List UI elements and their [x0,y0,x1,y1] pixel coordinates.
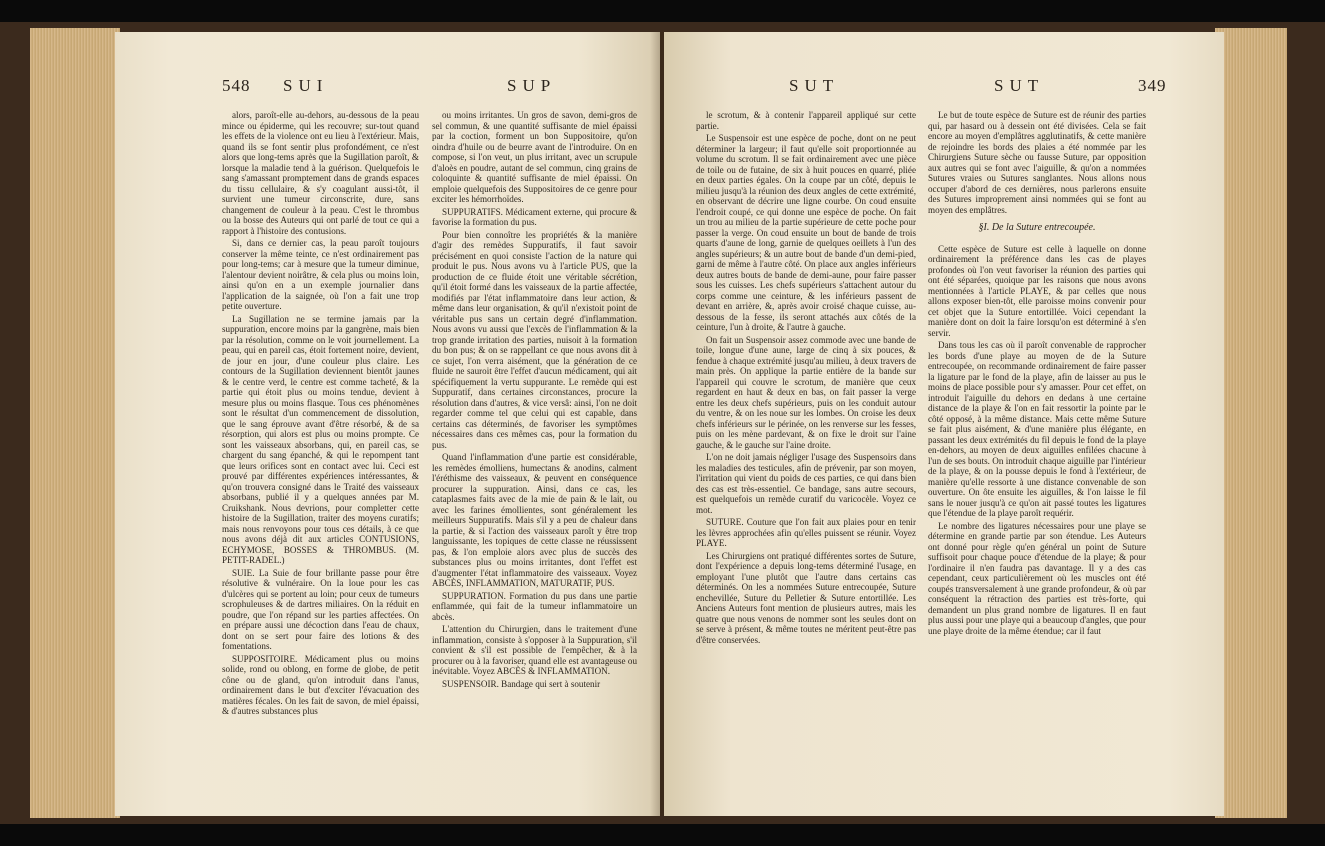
paragraph: ou moins irritantes. Un gros de savon, demi-gros de sel commun, & une quantité suffisante de miel épaissi par la coction, forment un bon Suppositoire, qu'on oindra d'huile ou de beurre avant de l'introduire. On en compose, si l'on veut, un plus irritant, avec un scrupule d'aloès en poudre, autant de sel commun, cinq grains de coloquinte & quantité suffisante de miel épaissi. On emploie quelquefois des Suppositoires de ce genre pour exciter les hémorrhoïdes. [432,110,637,204]
paragraph: Quand l'inflammation d'une partie est considérable, les remèdes émolliens, humectans & anodins, calment l'éréthisme des vaisseaux, & peuvent en conséquence procurer la suppuration. Ainsi, dans ce cas, les cataplasmes faits avec de la mie de pain & le lait, ou avec les farines émollientes, sont généralement les meilleurs Suppuratifs. Mais s'il y a peu de chaleur dans la partie, & si l'action des vaisseaux paroît y être trop languissante, les topiques de cette classe ne réussissent pas, & l'on emploie alors avec plus de succès des substances plus ou moins irritantes, dont l'effet est d'augmenter l'état inflammatoire des vaisseaux. Voyez ABCÈS, INFLAMMATION, MATURATIF, PUS. [432,452,637,588]
paragraph: SUPPOSITOIRE. Médicament plus ou moins solide, rond ou oblong, en forme de globe, de petit cône ou de gland, qu'on introduit dans l'anus, ordinairement dans le but d'exciter l'évacuation des matières fécales. On les fait de savon, de miel épaissi, & d'autres substances plus [222,653,419,716]
paragraph: le scrotum, & à contenir l'appareil appliqué sur cette partie. [696,110,916,131]
page-edges-left [30,28,120,818]
paragraph: L'on ne doit jamais négliger l'usage des Suspensoirs dans les maladies des testicules, afin de prévenir, par son moyen, l'irritation qui vient du poids de ces parties, ce qui dans bien des cas est très-essentiel. Ce bandage, sans autre secours, est quelquefois un remède curatif du varicocèle. Voyez ce mot. [696,452,916,515]
paragraph: Pour bien connoître les propriétés & la manière d'agir des remèdes Suppuratifs, il faut savoir précisément en quoi consiste l'action de la nature qui produit le pus. Nous avons vu à l'article PUS, que la production de ce fluide étoit une véritable sécrétion, qu'il étoit formé dans les vaisseaux de la partie affectée, modifiés par l'état inflammatoire dans leur action, & même dans leur organisation, & qu'il n'existoit point de véritable pus sans un certain degré d'inflammation. Nous avons vu aussi que l'excès de l'inflammation & la trop grande irritation des parties, nuisoit à la formation du bon pus; & on se rappellant ce que nous avons dit à ce sujet, l'on verra aisément, que la génération de ce fluide ne sauroit être l'effet d'aucun médicament, qui ait spécifiquement la vertu suppurante. Le remède qui est Suppuratif, dans certaines circonstances, procure la résolution dans d'autres, & vice versâ: ainsi, l'on ne doit regarder comme tel que celui qui est capable, dans certains cas déterminés, de favoriser les symptômes nécessaires dans ces mêmes cas, pour la formation du pus. [432,229,637,450]
right-page-column-1 [696,110,916,724]
paragraph: SUIE. La Suie de four brillante passe pour être résolutive & vulnéraire. On la loue pour les cas d'ulcères qui se portent au loin; pour ceux de tumeurs scrophuleuses & de dartres miliaires. On la réduit en poudre, que l'on répand sur les parties affectées. On en prépare aussi une décoction dans l'eau de chaux, dont on se sert pour faire des lotions & des fomentations. [222,567,419,651]
left-running-head-right: SUP [507,76,557,95]
right-page-number: 349 [1138,76,1167,95]
paragraph: Les Chirurgiens ont pratiqué différentes sortes de Suture, dont l'expérience a depuis long-tems déterminé l'usage, en employant l'une plutôt que l'autre dans certains cas déterminés. On les a nommées Suture entrecoupée, Suture enchevillée, Suture du Pelletier & Suture entortillée. Les Anciens Auteurs font mention de plusieurs autres, mais les quatre que nous venons de nommer sont les seules dont on se serve à présent, & même toutes ne méritent peut-être pas d'être conservées. [696,550,916,645]
paragraph: SUTURE. Couture que l'on fait aux plaies pour en tenir les lèvres approchées afin qu'elles puissent se réunir. Voyez PLAYE. [696,517,916,548]
left-page [115,32,660,816]
paragraph: Le nombre des ligatures nécessaires pour une playe se détermine en grande partie par son étendue. Les Auteurs ont donné pour règle qu'en général un point de Suture suffisoit pour chaque pouce d'étendue de la playe; & pour l'ordinaire il n'en faudra pas davantage. Il y a des cas cependant, ceux particulièrement où les muscles ont été coupés transversalement à une grande profondeur, & où par conséquent la rétraction des parties est très-forte, qui demandent un plus grand nombre de ligatures. Il en faut plus aussi pour une playe qui a beaucoup d'angles, que pour une playe droite de la même étendue; car il faut [928,520,1146,636]
paragraph: Le Suspensoir est une espèce de poche, dont on ne peut déterminer la largeur; il faut qu'elle soit proportionnée au volume du scrotum. Il se fait ordinairement avec une pièce de toile ou de futaine, de six à huit pouces en quarré, pliée en deux parties égales. On la coupe par un côté, depuis le milieu jusqu'à la réunion des deux angles de cette extrémité, en observant de décrire une ligne courbe. On coud ensuite l'endroit coupé, ce qui donne une espèce de poche. On fait un trou au milieu de la partie supérieure de cette poche pour passer la verge. On coud ensuite un bout de bande de trois quarts d'aune de long, garnie de quelques oeillets à l'un des angles supérieurs; & un autre bout de bande d'un demi-pied, garni de même à l'autre côté. On place aux angles inférieurs deux autres bouts de bande de demi-aune, pour faire passer sous les cuisses. Les chefs supérieurs s'attachent autour du corps comme une ceinture, & les inférieurs passent de devant en arrière, &, après avoir croisé chaque cuisse, au-dessous de la fesse, ils seront attachés aux côtés de la ceinture, l'un à droite, & l'autre à gauche. [696,133,916,332]
paragraph: La Sugillation ne se termine jamais par la suppuration, encore moins par la gangrène, mais bien par la résolution, comme on le voit journellement. La peau, qui en pareil cas, étoit fortement noire, devient, de jour en jour, d'une couleur plus claire. Les contours de la Sugillation deviennent bientôt jaunes & le centre verd, le centre est comme tacheté, & la partie qui étoit plus ou moins tendue, devient à mesure plus ou moins flasque. Tous ces phénomènes sont le résultat d'un commencement de dissolution, que le sang éprouve avant d'être résorbé, & de sa résorption, qui alors est plus ou moins prompte. Ce sont les vaisseaux absorbans, qui, en pareil cas, se chargent du sang épanché, & qui le repompent tant que leurs orifices sont en contact avec lui. Ceci est prouvé par différentes expériences intéressantes, & qu'on trouvera consigné dans le Traité des vaisseaux absorbans, publié il y a quelques années par M. Cruikshank. Nous devrions, pour completter cette histoire de la Sugillation, traiter des moyens curatifs; mais nous renvoyons pour tous ces détails, à ce que nous avons déjà dit aux articles CONTUSIONS, ECHYMOSE, BOSSES & THROMBUS. (M. PETIT-RADEL.) [222,313,419,565]
open-book [0,22,1325,824]
section-heading: §I. De la Suture entrecoupée. [978,222,1096,233]
paragraph: SUSPENSOIR. Bandage qui sert à soutenir [442,678,601,689]
left-running-head-left: SUI [283,76,329,95]
page-edges-right [1215,28,1287,818]
paragraph: Le but de toute espèce de Suture est de réunir des parties qui, par hasard ou à dessein ont été divisées. Cela se fait encore au moyen d'emplâtres agglutinatifs, & cette manière de rejoindre les bords des plaies a été nommée par les Chirurgiens Suture sèche ou fausse Suture, par opposition aux autres qui se font avec l'aiguille, & qu'on a nommées Sutures vraies ou Sutures sanglantes. Nous allons nous occuper d'abord de ces dernières, nous parlerons ensuite des Sutures improprement ainsi nommées qui se font au moyen des emplâtres. [928,110,1146,215]
right-page-column-2 [928,110,1146,724]
paragraph: SUPPURATION. Formation du pus dans une partie enflammée, qui fait de la tumeur inflammatoire un abcès. [432,590,637,622]
paragraph: SUPPURATIFS. Médicament externe, qui procure & favorise la formation du pus. [432,206,637,227]
paragraph: alors, paroît-elle au-dehors, au-dessous de la peau mince ou épiderme, qui les recouvre; sur-tout quand les effets de la violence ont eu lieu à l'extérieur. Mais, quand ils se font sentir plus profondément, ce n'est alors que long-tems après que la Sugillation paroît, & lorsque la maladie tend à la guérison. Quelquefois le sang s'amassant promptement dans de grands espaces du tissu cellulaire, & s'y coagulant aussi-tôt, il survient une tumeur circonscrite, dure, sans changement de couleur à la peau. C'est le thrombus ou la bosse des Auteurs qui ont parlé de tout ce qui a rapport à l'histoire des contusions. [222,110,419,236]
paragraph: Dans tous les cas où il paroît convenable de rapprocher les bords d'une playe au moyen de de la Suture entrecoupée, on recommande ordinairement de faire passer la ligature par le fond de la playe, afin de laisser au pus le moins de place possible pour s'y amasser. Pour cet effet, on introduit l'aiguille du dehors en dedans à une certaine distance de la playe & l'on en fait ressortir la pointe par le côté opposé, à la même distance. Mais cette même Suture se fait plus aisément, & d'une manière plus élégante, en passant les deux extrémités du fil depuis le fond de la playe en-dehors, au moyen de deux aiguilles enfilées chacune à l'un de ses bouts. On introduit chaque aiguille par l'intérieur de la playe, & on la pousse depuis le fond à l'extérieur, de manière qu'elle ressorte à une distance convenable de son ouverture. On ôte ensuite les aiguilles, & l'on laisse le fil sans le nouer jusqu'à ce qu'on ait passé toutes les ligatures que l'étendue de la playe paroît requérir. [928,340,1146,518]
left-page-number: 548 [222,76,251,95]
paragraph: L'attention du Chirurgien, dans le traitement d'une inflammation, consiste à s'opposer à la Suppuration, s'il convient & s'il est possible de l'empêcher, & à la procurer ou à la favoriser, quand elle est avantageuse ou inévitable. Voyez ABCÈS & INFLAMMATION. [432,624,637,676]
paragraph: Si, dans ce dernier cas, la peau paroît toujours conserver la même teinte, ce n'est ordinairement pas pour long-tems; car à mesure que la tumeur diminue, l'alentour devient noirâtre, & cela plus ou moins loin, ainsi qu'on en a un exemple journalier dans l'application de la saignée, où l'on a fait une trop petite ouverture. [222,238,419,311]
right-page [664,32,1224,816]
left-page-column-1 [222,110,419,724]
paragraph: On fait un Suspensoir assez commode avec une bande de toile, longue d'une aune, large de cinq à six pouces, & fendue à chaque extrémité jusqu'au milieu, à deux travers de main près. On applique la partie entière de la bande sur l'appareil qui couvre le scrotum, de manière que ceux regardent en haut & deux en bas, on fait passer la verge entre les deux chefs supérieurs, puis on les conduit autour du ventre, & on les noue sur les lombes. On croise les deux chefs inférieurs sur le périnée, on les renverse sur les fesses, puis on les mène pardevant, & on fixe le droit sur l'aine gauche, & le gauche sur l'aine droite. [696,334,916,450]
right-running-head-right: SUT [994,76,1045,95]
paragraph: Cette espèce de Suture est celle à laquelle on donne ordinairement la préférence dans les cas de playes profondes où l'on veut favoriser la réunion des parties qui ont été séparées, quoique par les raisons que nous avons mentionnées à l'article PLAYE, & par celles que nous allons exposer bien-tôt, elle paroisse moins convenir pour cet objet que la Suture entortillée. Voici cependant la manière dont on doit la faire lorsqu'on est déterminé à s'en servir. [928,243,1146,338]
left-page-column-2 [432,110,637,724]
right-running-head-left: SUT [789,76,840,95]
